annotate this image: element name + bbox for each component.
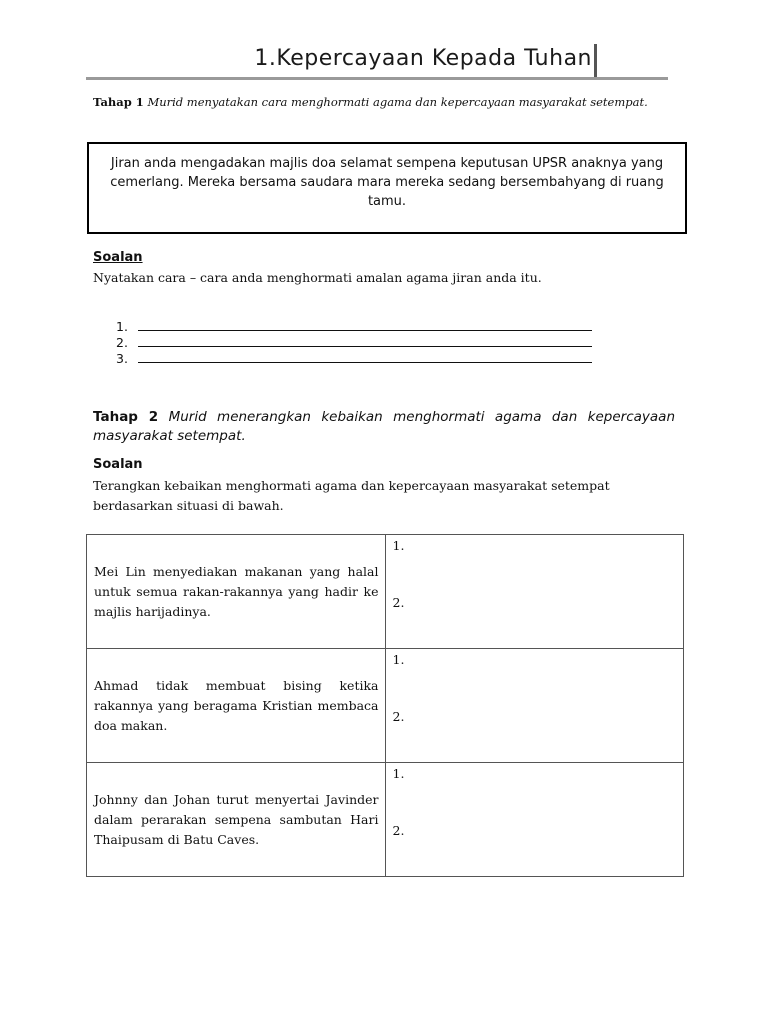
answer-blank-row[interactable] [116,334,592,350]
answer-cell[interactable] [385,763,684,877]
answer-blank-row[interactable] [116,350,592,366]
situation-table [86,534,684,877]
section-1-question: Nyatakan cara – cara anda menghormati amalan agama jiran anda itu. [93,270,542,285]
situation-cell [87,535,386,649]
answer-label-1: 1. [392,652,405,667]
answer-number: 3. [116,351,128,366]
section-2-heading: Soalan [93,457,143,472]
table-row [87,649,684,763]
situation-text: Johnny dan Johan turut menyertai Javinder dalam perarakan sempena sambutan Hari Thaipusam di Batu Caves. [94,791,379,847]
tahap-2-line [93,408,675,446]
answer-blank-line[interactable] [138,334,592,347]
situation-cell [87,649,386,763]
tahap-2-label: Tahap 2 [93,409,159,425]
answer-number: 1. [116,319,128,334]
answer-label-2: 2. [392,823,405,838]
answer-label-1: 1. [392,538,405,553]
answer-label-2: 2. [392,595,405,610]
situation-text: Ahmad tidak membuat bising ketika rakannya yang beragama Kristian membaca doa makan. [94,677,379,733]
answer-number: 2. [116,335,128,350]
table-row [87,763,684,877]
answer-blank-row[interactable] [116,318,592,334]
scenario-text: Jiran anda mengadakan majlis doa selamat sempena keputusan UPSR anaknya yang cemerlang. Mereka bersama saudara mara mereka sedang bersembahyang di ruang tamu. [110,156,664,209]
tahap-2-text: Murid menerangkan kebaikan menghormati agama dan kepercayaan masyarakat setempat. [93,409,675,444]
situation-text: Mei Lin menyediakan makanan yang halal untuk semua rakan-rakannya yang hadir ke majlis harijadinya. [94,563,379,619]
tahap-1-line [93,95,648,109]
title-block [86,44,668,80]
answer-cell[interactable] [385,535,684,649]
section-2-question: Terangkan kebaikan menghormati agama dan kepercayaan masyarakat setempat berdasarkan situasi di bawah. [93,478,610,513]
tahap-1-text: Murid menyatakan cara menghormati agama dan kepercayaan masyarakat setempat. [147,95,648,109]
table-row [87,535,684,649]
title-vertical-bar [594,44,597,78]
answer-blank-line[interactable] [138,318,592,331]
answer-blank-list [116,318,592,366]
answer-label-2: 2. [392,709,405,724]
page-title: 1.Kepercayaan Kepada Tuhan [254,46,592,71]
scenario-box [87,142,687,234]
answer-blank-line[interactable] [138,350,592,363]
tahap-1-label: Tahap 1 [93,95,144,109]
answer-cell[interactable] [385,649,684,763]
title-underline [86,77,668,80]
section-1-heading: Soalan [93,250,143,265]
answer-label-1: 1. [392,766,405,781]
situation-cell [87,763,386,877]
